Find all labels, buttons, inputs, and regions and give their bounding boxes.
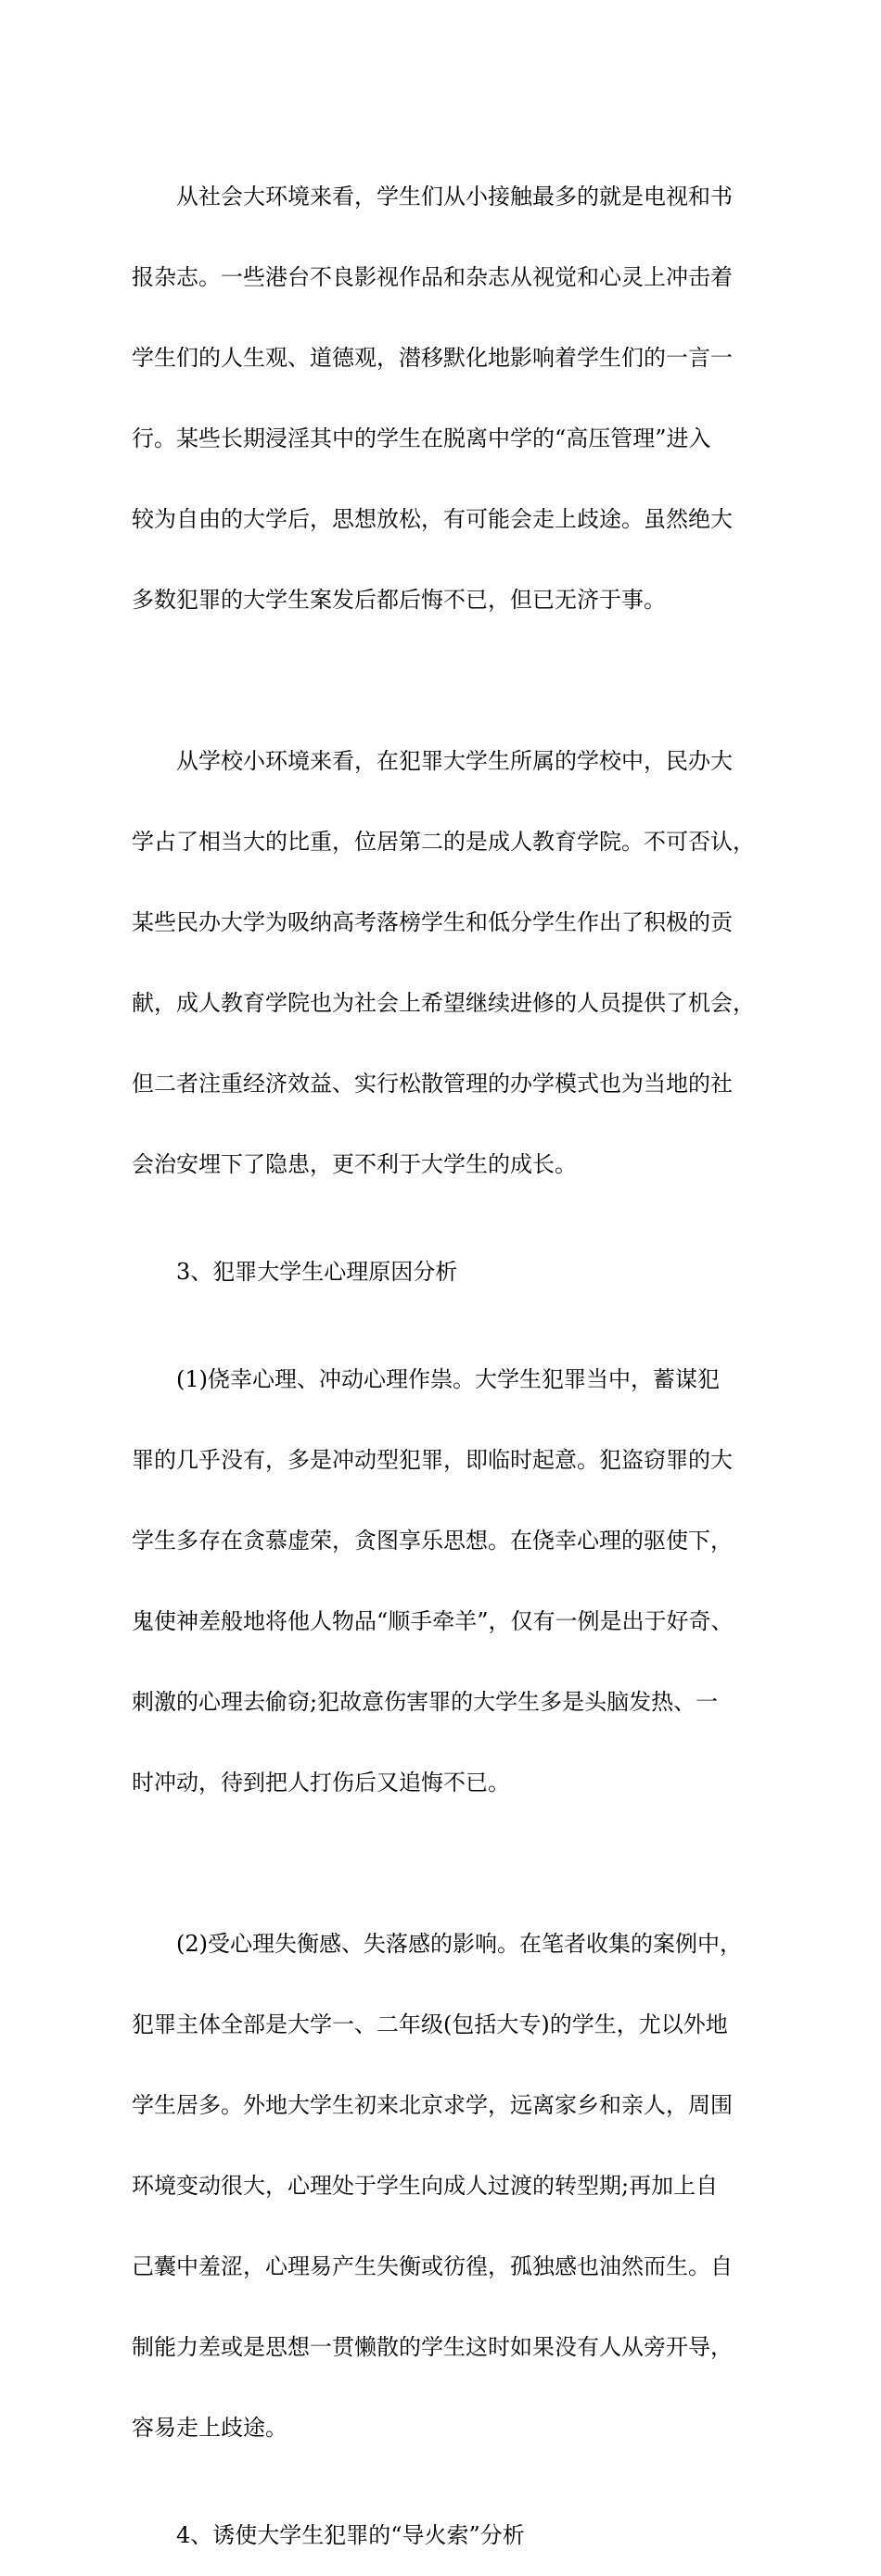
text-line: 环境变动很大，心理处于学生向成人过渡的转型期;再加上自 bbox=[132, 2173, 719, 2199]
text-line: 从学校小环境来看，在犯罪大学生所属的学校中，民办大 bbox=[176, 748, 733, 774]
text-line: 刺激的心理去偷窃;犯故意伤害罪的大学生多是头脑发热、一 bbox=[132, 1689, 719, 1715]
text-line: 鬼使神差般地将他人物品“顺手牵羊”，仅有一例是出于好奇、 bbox=[132, 1608, 734, 1634]
text-line: 但二者注重经济效益、实行松散管理的办学模式也为当地的社 bbox=[132, 1071, 733, 1097]
text-line: 学占了相当大的比重，位居第二的是成人教育学院。不可否认， bbox=[132, 829, 755, 855]
heading-text: 3、犯罪大学生心理原因分析 bbox=[176, 1259, 458, 1285]
text-line: (1)侥幸心理、冲动心理作祟。大学生犯罪当中，蓄谋犯 bbox=[176, 1366, 720, 1392]
section-heading-4 bbox=[132, 2522, 766, 2549]
text-line: 某些民办大学为吸纳高考落榜学生和低分学生作出了积极的贡 bbox=[132, 909, 733, 935]
text-line: 容易走上歧途。 bbox=[132, 2415, 287, 2441]
text-line: 献，成人教育学院也为社会上希望继续进修的人员提供了机会， bbox=[132, 990, 755, 1016]
text-line: 从社会大环境来看，学生们从小接触最多的就是电视和书 bbox=[176, 184, 733, 209]
text-line: 报杂志。一些港台不良影视作品和杂志从视觉和心灵上冲击着 bbox=[132, 264, 733, 290]
text-line: 学生们的人生观、道德观，潜移默化地影响着学生们的一言一 bbox=[132, 345, 733, 371]
paragraph-imbalance-loss bbox=[132, 1877, 766, 2495]
heading-text: 4、诱使大学生犯罪的“导火索”分析 bbox=[176, 2522, 525, 2548]
text-line: 犯罪主体全部是大学一、二年级(包括大专)的学生，尤以外地 bbox=[132, 2011, 728, 2037]
paragraph-school-environment bbox=[132, 694, 766, 1232]
paragraph-luck-impulse bbox=[132, 1313, 766, 1850]
text-line: 较为自由的大学后，思想放松，有可能会走上歧途。虽然绝大 bbox=[132, 506, 733, 532]
text-line: 罪的几乎没有，多是冲动型犯罪，即临时起意。犯盗窃罪的大 bbox=[132, 1447, 733, 1473]
text-line: 学生居多。外地大学生初来北京求学，远离家乡和亲人，周围 bbox=[132, 2092, 733, 2118]
text-line: 行。某些长期浸淫其中的学生在脱离中学的“高压管理”进入 bbox=[132, 425, 711, 451]
paragraph-social-environment bbox=[132, 130, 766, 667]
document-page bbox=[132, 130, 766, 2576]
text-line: (2)受心理失衡感、失落感的影响。在笔者收集的案例中， bbox=[176, 1931, 742, 1957]
text-line: 会治安埋下了隐患，更不利于大学生的成长。 bbox=[132, 1151, 577, 1177]
text-line: 制能力差或是思想一贯懒散的学生这时如果没有人从旁开导， bbox=[132, 2334, 733, 2360]
text-line: 时冲动，待到把人打伤后又追悔不已。 bbox=[132, 1770, 510, 1796]
text-line: 己囊中羞涩，心理易产生失衡或彷徨，孤独感也油然而生。自 bbox=[132, 2253, 733, 2279]
text-line: 多数犯罪的大学生案发后都后悔不已，但已无济于事。 bbox=[132, 587, 666, 613]
section-heading-3 bbox=[132, 1259, 766, 1286]
text-line: 学生多存在贪慕虚荣，贪图享乐思想。在侥幸心理的驱使下， bbox=[132, 1528, 733, 1554]
